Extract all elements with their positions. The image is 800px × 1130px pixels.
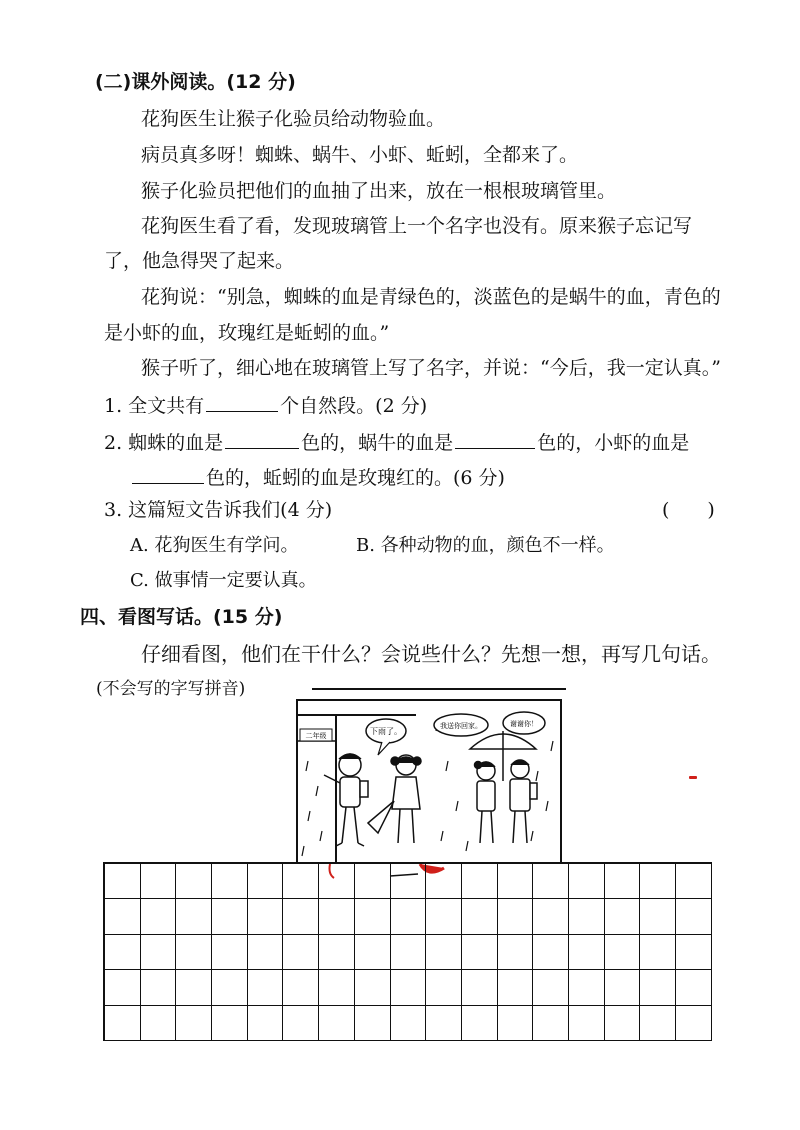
grid-cell[interactable] [105,864,141,899]
grid-cell[interactable] [105,1006,141,1041]
grid-cell[interactable] [640,864,676,899]
grid-cell[interactable] [283,864,319,899]
q2-text-d: 色的，蚯蚓的血是玫瑰红的。(6 分) [206,467,505,489]
writing-prompt: 仔细看图，他们在干什么？会说些什么？先想一想，再写几句话。 [141,642,721,666]
q2-blank-shrimp[interactable] [132,463,204,484]
grid-cell[interactable] [569,1006,605,1041]
question-3: 3. 这篇短文告诉我们(4 分) [104,499,333,521]
grid-cell[interactable] [426,899,462,934]
grid-cell[interactable] [319,970,355,1005]
grid-cell[interactable] [462,864,498,899]
grid-cell[interactable] [498,1006,534,1041]
grid-cell[interactable] [605,1006,641,1041]
grid-cell[interactable] [355,899,391,934]
story-paragraph: 了，他急得哭了起来。 [104,250,295,272]
grid-cell[interactable] [605,899,641,934]
story-paragraph: 是小虾的血，玫瑰红是蚯蚓的血。” [104,322,390,344]
grid-cell[interactable] [176,1006,212,1041]
grid-cell[interactable] [676,1006,712,1041]
grid-cell[interactable] [640,1006,676,1041]
grid-cell[interactable] [533,1006,569,1041]
grid-cell[interactable] [283,899,319,934]
grid-cell[interactable] [319,864,355,899]
q2-text-b: 色的，蜗牛的血是 [301,432,454,454]
grid-cell[interactable] [640,935,676,970]
grid-cell[interactable] [283,935,319,970]
grid-cell[interactable] [212,1006,248,1041]
grid-cell[interactable] [248,1006,284,1041]
grid-cell[interactable] [462,1006,498,1041]
grid-cell[interactable] [569,935,605,970]
grid-cell[interactable] [391,935,427,970]
q3-option-b[interactable]: B. 各种动物的血，颜色不一样。 [356,535,615,556]
grid-cell[interactable] [533,864,569,899]
grid-cell[interactable] [533,935,569,970]
grid-cell[interactable] [105,899,141,934]
story-paragraph: 花狗说：“别急，蜘蛛的血是青绿色的，淡蓝色的是蜗牛的血，青色的 [141,286,721,308]
q1-text-a: 1. 全文共有 [104,395,205,417]
grid-cell[interactable] [498,970,534,1005]
story-paragraph: 猴子化验员把他们的血抽了出来，放在一根根玻璃管里。 [141,180,617,202]
grid-cell[interactable] [640,899,676,934]
grid-cell[interactable] [141,899,177,934]
grid-cell[interactable] [176,935,212,970]
question-2 [104,428,689,456]
q2-blank-snail[interactable] [455,428,535,449]
grid-cell[interactable] [319,935,355,970]
story-paragraph: 猴子听了，细心地在玻璃管上写了名字，并说：“今后，我一定认真。” [141,357,721,379]
grid-cell[interactable] [141,935,177,970]
grid-cell[interactable] [248,899,284,934]
grid-cell[interactable] [569,864,605,899]
bubble-2-text: 我送你回家。 [440,722,482,730]
grid-cell[interactable] [605,864,641,899]
writing-note: (不会写的字写拼音) [96,679,246,699]
grid-cell[interactable] [462,899,498,934]
grid-cell[interactable] [176,970,212,1005]
bubble-1-text: 下雨了。 [370,727,402,736]
grid-cell[interactable] [319,1006,355,1041]
grid-cell[interactable] [391,864,427,899]
grid-cell[interactable] [605,935,641,970]
grid-cell[interactable] [355,864,391,899]
grid-cell[interactable] [605,970,641,1005]
grid-cell[interactable] [426,1006,462,1041]
q3-answer-paren[interactable]: ( ) [662,499,715,521]
grid-cell[interactable] [640,970,676,1005]
q1-blank[interactable] [206,391,278,412]
grid-cell[interactable] [212,864,248,899]
grid-cell[interactable] [176,864,212,899]
q2-text-c: 色的，小虾的血是 [537,432,690,454]
story-paragraph: 花狗医生让猴子化验员给动物验血。 [141,108,446,130]
q2-blank-spider[interactable] [225,428,299,449]
q1-text-b: 个自然段。(2 分) [280,395,428,417]
grid-cell[interactable] [212,970,248,1005]
comic-illustration [298,701,560,862]
q3-option-a[interactable]: A. 花狗医生有学问。 [130,535,299,556]
grid-cell[interactable] [141,864,177,899]
grid-cell[interactable] [462,935,498,970]
question-2-cont [130,463,505,491]
grid-cell[interactable] [105,970,141,1005]
story-paragraph: 花狗医生看了看，发现玻璃管上一个名字也没有。原来猴子忘记写 [141,215,693,237]
grid-cell[interactable] [569,899,605,934]
section-title: (二)课外阅读。(12 分) [95,71,296,93]
grid-cell[interactable] [676,935,712,970]
grid-cell[interactable] [533,899,569,934]
grid-cell[interactable] [248,935,284,970]
grid-cell[interactable] [391,899,427,934]
grid-cell[interactable] [498,899,534,934]
grid-cell[interactable] [498,935,534,970]
grid-cell[interactable] [676,899,712,934]
grid-cell[interactable] [676,970,712,1005]
grid-cell[interactable] [391,1006,427,1041]
grid-cell[interactable] [355,970,391,1005]
q3-option-c[interactable]: C. 做事情一定要认真。 [130,570,317,591]
red-pen-mark [689,776,697,779]
grid-cell[interactable] [569,970,605,1005]
story-paragraph: 病员真多呀！蜘蛛、蜗牛、小虾、蚯蚓，全都来了。 [141,144,579,166]
grid-cell[interactable] [391,970,427,1005]
bubble-3-text: 谢谢你！ [510,720,538,728]
grid-cell[interactable] [141,1006,177,1041]
grid-cell[interactable] [283,970,319,1005]
grid-cell[interactable] [283,1006,319,1041]
comic-picture [296,699,562,864]
note-answer-line[interactable] [312,688,566,690]
grid-cell[interactable] [319,899,355,934]
class-sign-text: 二年级 [305,732,327,740]
section-4-title: 四、看图写话。(15 分) [80,606,283,628]
grid-cell[interactable] [533,970,569,1005]
grid-cell[interactable] [141,970,177,1005]
grid-cell[interactable] [426,935,462,970]
question-1 [104,391,427,419]
writing-grid[interactable] [103,862,712,1041]
grid-cell[interactable] [355,1006,391,1041]
grid-cell[interactable] [105,935,141,970]
grid-cell[interactable] [462,970,498,1005]
grid-cell[interactable] [176,899,212,934]
q2-text-a: 2. 蜘蛛的血是 [104,432,224,454]
grid-cell[interactable] [498,864,534,899]
grid-cell[interactable] [355,935,391,970]
grid-cell[interactable] [426,864,462,899]
grid-cell[interactable] [212,935,248,970]
grid-cell[interactable] [212,899,248,934]
grid-cell[interactable] [676,864,712,899]
grid-cell[interactable] [248,864,284,899]
grid-cell[interactable] [426,970,462,1005]
grid-cell[interactable] [248,970,284,1005]
